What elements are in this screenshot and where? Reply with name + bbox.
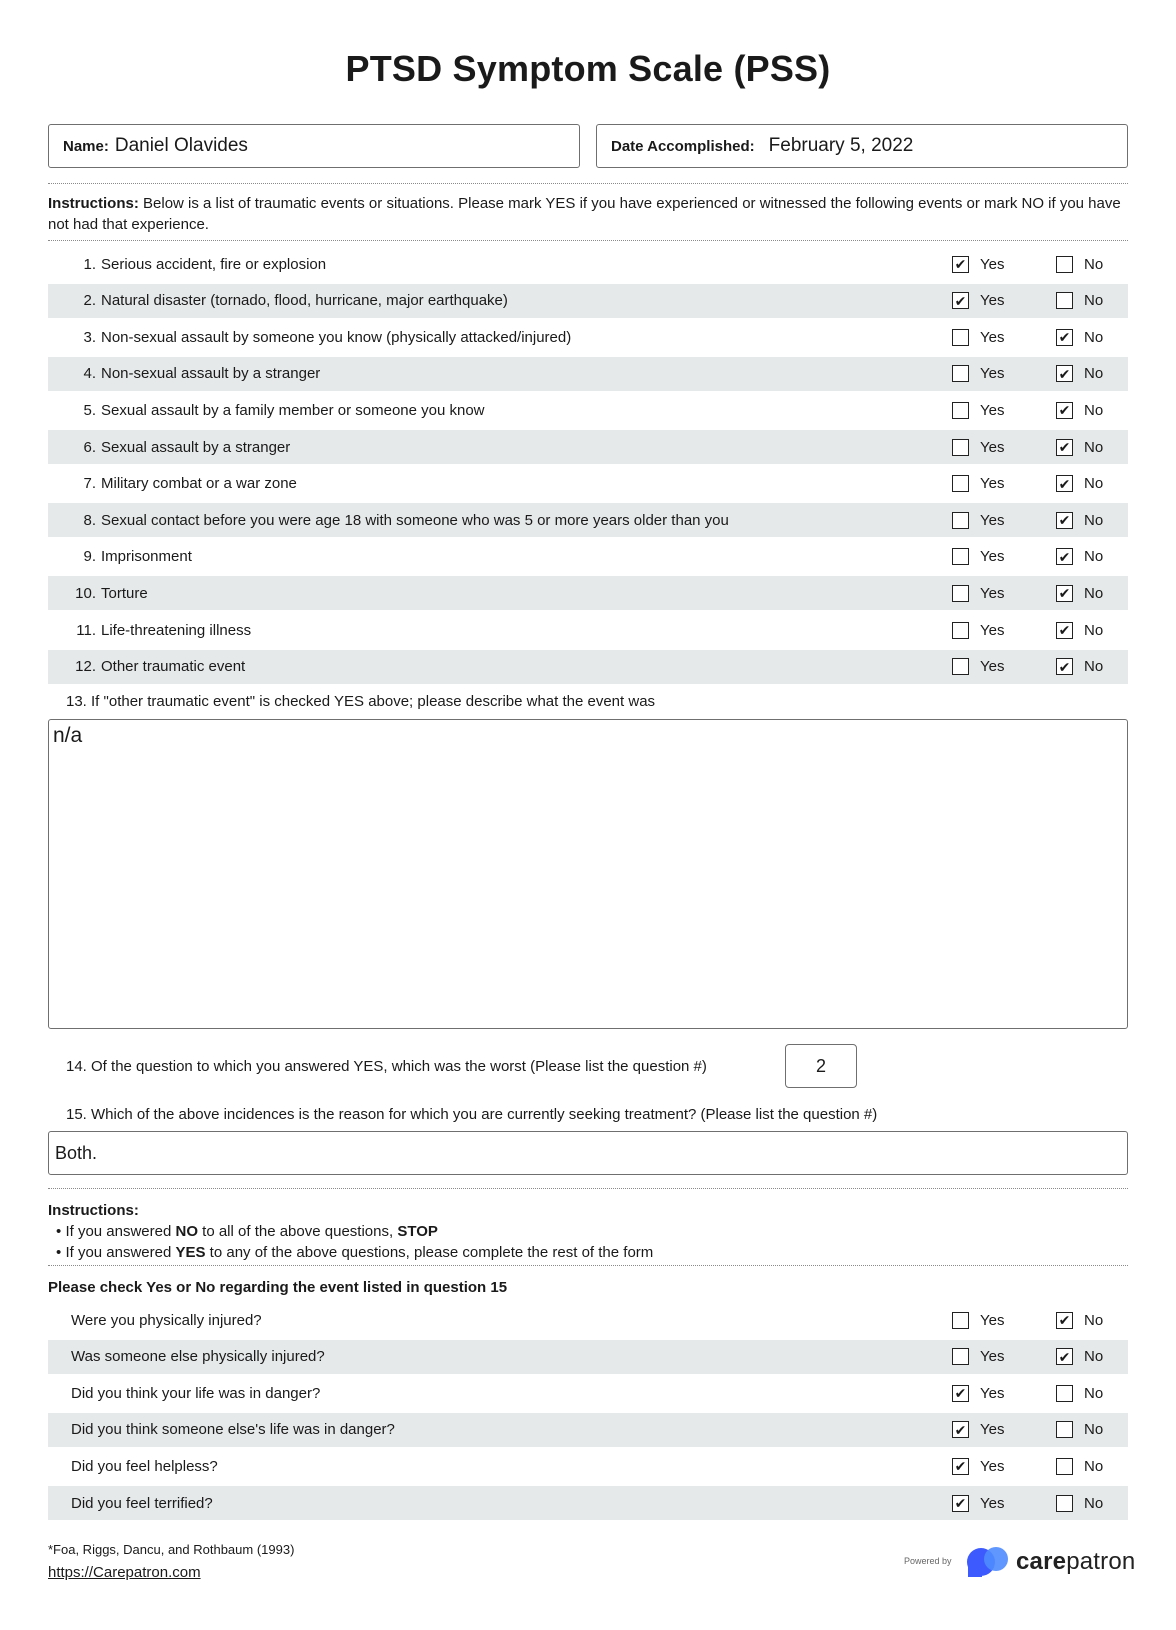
event-number: 12.: [75, 658, 96, 676]
yes-option[interactable]: [952, 1421, 1004, 1438]
form-title: PTSD Symptom Scale (PSS): [345, 48, 831, 89]
no-label: No: [1084, 365, 1104, 383]
event-row: [48, 613, 1128, 647]
no-option[interactable]: [1056, 402, 1103, 419]
q15-label: 15. Which of the above incidences is the reason for which you are currently seeking treatment? (Please list the question #): [66, 1106, 878, 1123]
event-number: 10.: [75, 584, 96, 602]
checkbox[interactable]: [952, 622, 969, 639]
followup-question: Was someone else physically injured?: [71, 1348, 325, 1366]
reference-citation: *Foa, Riggs, Dancu, and Rothbaum (1993): [48, 1542, 295, 1557]
checkmark-icon: ✔: [1058, 1312, 1071, 1328]
yes-option[interactable]: [952, 365, 1004, 382]
no-option[interactable]: [1056, 256, 1103, 273]
q14-label: 14. Of the question to which you answered YES, which was the worst (Please list the question #): [66, 1058, 707, 1075]
checkbox[interactable]: [952, 1312, 969, 1329]
checkbox-checked[interactable]: [952, 1495, 969, 1512]
yes-label: Yes: [980, 621, 1005, 639]
yes-label: Yes: [980, 511, 1005, 529]
followup-row: [48, 1449, 1128, 1483]
checkmark-icon: ✔: [954, 1421, 967, 1438]
checkbox[interactable]: [952, 585, 969, 602]
instructions-2-bullet-1: [48, 1221, 653, 1242]
checkbox[interactable]: [1056, 1458, 1073, 1475]
checkbox-checked[interactable]: [1056, 439, 1073, 456]
event-text: Life-threatening illness: [101, 621, 252, 639]
event-number: 3.: [83, 328, 96, 346]
no-label: No: [1084, 621, 1104, 639]
checkbox-checked[interactable]: [1056, 585, 1073, 602]
event-text: Imprisonment: [101, 548, 192, 566]
event-text: Sexual assault by a stranger: [101, 438, 291, 456]
no-option[interactable]: [1056, 658, 1103, 675]
followup-question: Were you physically injured?: [71, 1311, 262, 1329]
event-row: [48, 284, 1128, 318]
checkmark-icon: ✔: [1058, 329, 1071, 346]
event-question: [48, 292, 508, 309]
checkmark-icon: ✔: [954, 1495, 967, 1511]
instructions-2-heading: Instructions:: [48, 1202, 139, 1219]
followup-question: Did you feel helpless?: [71, 1457, 218, 1475]
followup-row: [48, 1303, 1128, 1337]
checkbox-checked[interactable]: [952, 1458, 969, 1475]
carepatron-logo-icon: [966, 1546, 1012, 1578]
instructions-label: Instructions:: [48, 195, 139, 212]
checkmark-icon: ✔: [1058, 475, 1071, 492]
event-number: 6.: [83, 438, 96, 456]
yes-label: Yes: [980, 401, 1005, 419]
no-option[interactable]: [1056, 1421, 1103, 1438]
event-text: Serious accident, fire or explosion: [101, 255, 327, 273]
yes-label: Yes: [980, 1384, 1005, 1402]
checkbox-checked[interactable]: [952, 256, 969, 273]
checkbox[interactable]: [1056, 1385, 1073, 1402]
event-text: Non-sexual assault by someone you know (physically attacked/injured): [101, 328, 572, 346]
no-label: No: [1084, 255, 1104, 273]
no-label: No: [1084, 1348, 1104, 1366]
yes-label: Yes: [980, 1348, 1005, 1366]
no-label: No: [1084, 511, 1104, 529]
no-label: No: [1084, 1494, 1104, 1512]
divider: [48, 1188, 1128, 1189]
divider: [48, 240, 1128, 241]
checkbox-checked[interactable]: [1056, 475, 1073, 492]
yes-option[interactable]: [952, 256, 1004, 273]
bullet-emph: STOP: [397, 1223, 438, 1240]
no-option[interactable]: [1056, 585, 1103, 602]
followup-row: [48, 1486, 1128, 1520]
event-row: [48, 320, 1128, 354]
checkmark-icon: ✔: [954, 292, 967, 309]
event-question: [48, 256, 326, 273]
checkbox-checked[interactable]: [1056, 365, 1073, 382]
no-option[interactable]: [1056, 622, 1103, 639]
yes-label: Yes: [980, 438, 1005, 456]
instructions: [48, 193, 1128, 235]
event-text: Non-sexual assault by a stranger: [101, 365, 321, 383]
carepatron-logo: [966, 1546, 1135, 1578]
instructions-text: Below is a list of traumatic events or situations. Please mark YES if you have experienced or witnessed the following events or mark NO if you have not had that experience.: [48, 195, 1121, 233]
checkmark-icon: ✔: [1058, 622, 1071, 638]
checkbox[interactable]: [952, 512, 969, 529]
yes-label: Yes: [980, 548, 1005, 566]
event-question: [48, 329, 571, 346]
no-label: No: [1084, 1421, 1104, 1439]
divider: [48, 1265, 1128, 1266]
event-question: [48, 365, 320, 382]
no-label: No: [1084, 292, 1104, 310]
no-label: No: [1084, 1384, 1104, 1402]
no-option[interactable]: [1056, 329, 1103, 346]
event-text: Military combat or a war zone: [101, 475, 297, 493]
checkbox-checked[interactable]: [952, 1385, 969, 1402]
checkmark-icon: ✔: [954, 256, 967, 272]
followup-question: Did you think your life was in danger?: [71, 1384, 321, 1402]
yes-option[interactable]: [952, 475, 1004, 492]
no-label: No: [1084, 438, 1104, 456]
yes-option[interactable]: [952, 1458, 1004, 1475]
event-number: 4.: [83, 365, 96, 383]
no-label: No: [1084, 1311, 1104, 1329]
carepatron-link[interactable]: https://Carepatron.com: [48, 1564, 201, 1581]
event-number: 2.: [83, 292, 96, 310]
no-label: No: [1084, 548, 1104, 566]
date-value: February 5, 2022: [768, 135, 914, 156]
event-number: 5.: [83, 401, 96, 419]
followup-row: [48, 1340, 1128, 1374]
checkbox-checked[interactable]: [1056, 622, 1073, 639]
yes-option[interactable]: [952, 1495, 1004, 1512]
checkmark-icon: ✔: [1058, 1348, 1071, 1365]
carepatron-wordmark: [1016, 1548, 1135, 1576]
checkbox[interactable]: [952, 439, 969, 456]
event-text: Sexual contact before you were age 18 with someone who was 5 or more years older than you: [101, 511, 729, 529]
event-row: [48, 503, 1128, 537]
checkbox-checked[interactable]: [1056, 658, 1073, 675]
yes-option[interactable]: [952, 1312, 1004, 1329]
yes-option[interactable]: [952, 512, 1004, 529]
yes-label: Yes: [980, 658, 1005, 676]
checkmark-icon: ✔: [1058, 365, 1071, 382]
yes-label: Yes: [980, 1311, 1005, 1329]
yes-option[interactable]: [952, 1385, 1004, 1402]
no-label: No: [1084, 475, 1104, 493]
event-row: [48, 247, 1128, 281]
bullet-text: If you answered: [65, 1244, 176, 1261]
checkbox[interactable]: [1056, 1421, 1073, 1438]
q14-answer-box[interactable]: 2: [785, 1044, 857, 1088]
checkbox-checked[interactable]: [1056, 1312, 1073, 1329]
event-text: Torture: [101, 584, 148, 602]
instructions-2: [48, 1200, 653, 1263]
yes-label: Yes: [980, 328, 1005, 346]
event-question: [48, 548, 192, 565]
followup-row: [48, 1376, 1128, 1410]
no-option[interactable]: [1056, 1495, 1103, 1512]
checkmark-icon: ✔: [954, 1385, 967, 1402]
bullet-text: to any of the above questions, please complete the rest of the form: [205, 1244, 654, 1261]
no-option[interactable]: [1056, 292, 1103, 309]
no-label: No: [1084, 584, 1104, 602]
event-row: [48, 430, 1128, 464]
no-option[interactable]: [1056, 1348, 1103, 1365]
section-2-heading: Please check Yes or No regarding the event listed in question 15: [48, 1279, 508, 1296]
checkmark-icon: ✔: [1058, 548, 1071, 565]
yes-option[interactable]: [952, 329, 1004, 346]
name-field[interactable]: [48, 124, 580, 168]
name-label: Name:: [63, 137, 109, 155]
yes-label: Yes: [980, 475, 1005, 493]
checkbox[interactable]: [952, 365, 969, 382]
q15-answer-box[interactable]: Both.: [48, 1131, 1128, 1175]
yes-label: Yes: [980, 1421, 1005, 1439]
followup-question: Did you think someone else's life was in danger?: [71, 1421, 395, 1439]
no-option[interactable]: [1056, 548, 1103, 565]
divider: [48, 183, 1128, 184]
date-field[interactable]: [596, 124, 1128, 168]
event-row: [48, 357, 1128, 391]
checkbox-checked[interactable]: [1056, 329, 1073, 346]
event-question: [48, 402, 485, 419]
event-number: 9.: [83, 548, 96, 566]
yes-option[interactable]: [952, 585, 1004, 602]
no-option[interactable]: [1056, 1312, 1103, 1329]
checkbox[interactable]: [1056, 292, 1073, 309]
date-label: Date Accomplished:: [611, 137, 755, 155]
bullet-icon: •: [56, 1223, 62, 1240]
yes-option[interactable]: [952, 292, 1004, 309]
yes-label: Yes: [980, 1457, 1005, 1475]
checkmark-icon: ✔: [1058, 658, 1071, 675]
checkbox[interactable]: [1056, 1495, 1073, 1512]
yes-option[interactable]: [952, 1348, 1004, 1365]
yes-label: Yes: [980, 1494, 1005, 1512]
instructions-2-bullet-2: [48, 1242, 653, 1263]
event-text: Natural disaster (tornado, flood, hurricane, major earthquake): [101, 292, 508, 310]
no-option[interactable]: [1056, 439, 1103, 456]
checkbox[interactable]: [952, 329, 969, 346]
event-number: 8.: [83, 511, 96, 529]
bullet-text: to all of the above questions,: [198, 1223, 398, 1240]
no-option[interactable]: [1056, 512, 1103, 529]
checkmark-icon: ✔: [1058, 585, 1071, 602]
no-label: No: [1084, 658, 1104, 676]
event-number: 11.: [76, 621, 96, 639]
bullet-icon: •: [56, 1244, 62, 1261]
yes-option[interactable]: [952, 439, 1004, 456]
event-number: 7.: [83, 475, 96, 493]
event-row: [48, 540, 1128, 574]
no-option[interactable]: [1056, 475, 1103, 492]
brand-part-a: care: [1016, 1548, 1067, 1575]
no-option[interactable]: [1056, 1385, 1103, 1402]
bullet-text: If you answered: [65, 1223, 176, 1240]
event-row: [48, 467, 1128, 501]
bullet-emph: NO: [175, 1223, 198, 1240]
yes-label: Yes: [980, 292, 1005, 310]
checkbox[interactable]: [952, 402, 969, 419]
event-question: [48, 658, 245, 675]
checkmark-icon: ✔: [1058, 439, 1071, 455]
no-label: No: [1084, 328, 1104, 346]
yes-option[interactable]: [952, 402, 1004, 419]
checkmark-icon: ✔: [1058, 512, 1071, 529]
brand-part-b: patron: [1066, 1548, 1136, 1575]
yes-option[interactable]: [952, 548, 1004, 565]
powered-by-label: Powered by: [904, 1556, 952, 1566]
event-question: [48, 512, 729, 529]
checkbox-checked[interactable]: [1056, 512, 1073, 529]
yes-label: Yes: [980, 255, 1005, 273]
checkbox[interactable]: [1056, 256, 1073, 273]
event-text: Other traumatic event: [101, 658, 246, 676]
no-option[interactable]: [1056, 365, 1103, 382]
no-label: No: [1084, 1457, 1104, 1475]
followup-question: Did you feel terrified?: [71, 1494, 213, 1512]
event-row: [48, 650, 1128, 684]
event-text: Sexual assault by a family member or someone you know: [101, 401, 485, 419]
q13-answer-box[interactable]: n/a: [48, 719, 1128, 1029]
checkbox-checked[interactable]: [952, 292, 969, 309]
followup-row: [48, 1413, 1128, 1447]
event-question: [48, 475, 297, 492]
checkbox-checked[interactable]: [952, 1421, 969, 1438]
checkbox-checked[interactable]: [1056, 548, 1073, 565]
checkmark-icon: ✔: [1058, 402, 1071, 419]
event-question: [48, 622, 251, 639]
yes-option[interactable]: [952, 658, 1004, 675]
no-label: No: [1084, 401, 1104, 419]
checkbox[interactable]: [952, 475, 969, 492]
yes-option[interactable]: [952, 622, 1004, 639]
bullet-emph: YES: [175, 1244, 206, 1261]
checkbox[interactable]: [952, 1348, 969, 1365]
event-row: [48, 393, 1128, 427]
event-row: [48, 576, 1128, 610]
checkbox[interactable]: [952, 658, 969, 675]
event-question: [48, 439, 290, 456]
yes-label: Yes: [980, 584, 1005, 602]
checkbox[interactable]: [952, 548, 969, 565]
name-value: Daniel Olavides: [114, 135, 248, 156]
event-question: [48, 585, 148, 602]
no-option[interactable]: [1056, 1458, 1103, 1475]
checkbox-checked[interactable]: [1056, 402, 1073, 419]
event-number: 1.: [83, 255, 96, 273]
checkmark-icon: ✔: [954, 1458, 967, 1475]
checkbox-checked[interactable]: [1056, 1348, 1073, 1365]
yes-label: Yes: [980, 365, 1005, 383]
q13-label: 13. If "other traumatic event" is checked YES above; please describe what the event was: [66, 693, 656, 710]
